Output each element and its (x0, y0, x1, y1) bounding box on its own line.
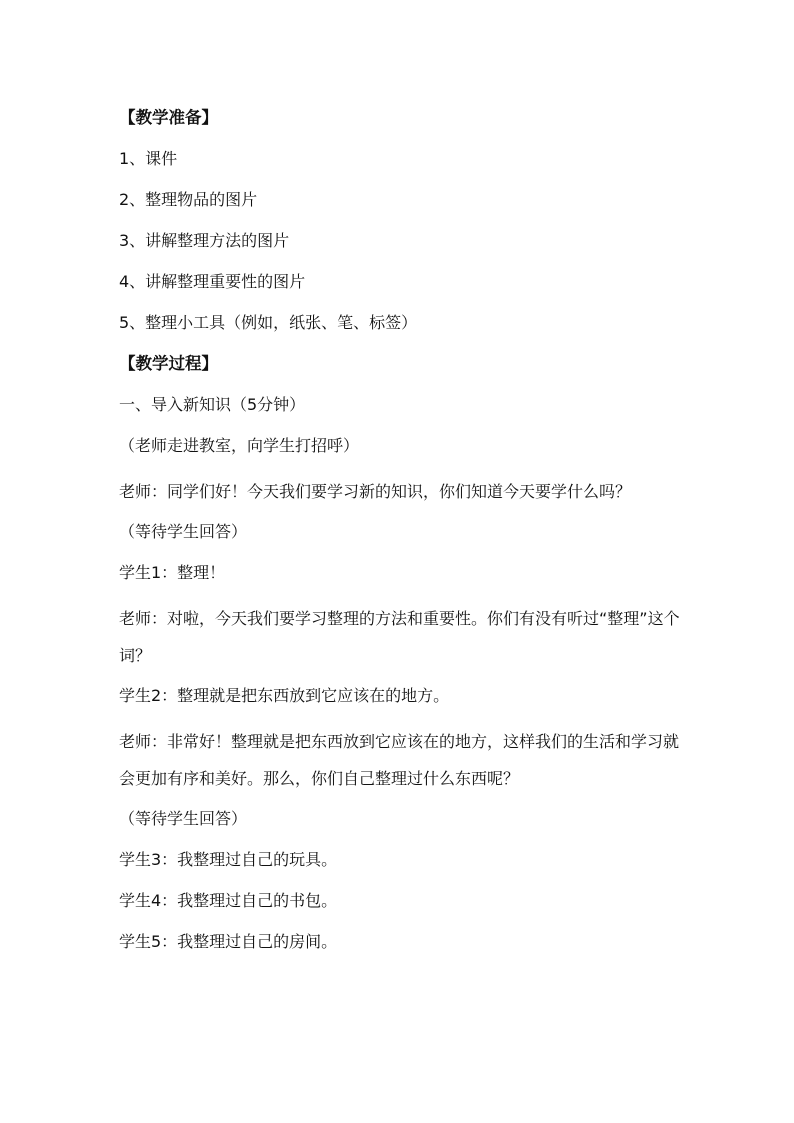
stage-direction-wait-2: （等待学生回答） (119, 809, 248, 828)
section1-title: 一、导入新知识（5分钟） (119, 395, 306, 414)
stage-direction-greeting: （老师走进教室，向学生打招呼） (119, 436, 360, 455)
teacher-line-3: 老师：非常好！整理就是把东西放到它应该在的地方，这样我们的生活和学习就会更加有序和美好。那么，你们自己整理过什么东西呢？ (119, 732, 680, 788)
prep-item-3: 3、讲解整理方法的图片 (119, 231, 290, 250)
process-heading: 【教学过程】 (119, 354, 218, 373)
prep-item-1: 1、课件 (119, 149, 178, 168)
student-line-2: 学生2：整理就是把东西放到它应该在的地方。 (119, 686, 450, 705)
student-line-4: 学生4：我整理过自己的书包。 (119, 891, 338, 910)
teacher-line-1: 老师：同学们好！今天我们要学习新的知识，你们知道今天要学什么吗？ (119, 482, 632, 501)
teacher-line-2: 老师：对啦，今天我们要学习整理的方法和重要性。你们有没有听过“整理”这个词？ (119, 609, 680, 665)
prep-item-4: 4、讲解整理重要性的图片 (119, 272, 306, 291)
student-line-3: 学生3：我整理过自己的玩具。 (119, 850, 338, 869)
prep-heading: 【教学准备】 (119, 108, 218, 127)
student-line-5: 学生5：我整理过自己的房间。 (119, 932, 338, 951)
document-body (119, 104, 685, 969)
student-line-1: 学生1：整理！ (119, 563, 226, 582)
prep-item-5: 5、整理小工具（例如，纸张、笔、标签） (119, 313, 418, 332)
prep-item-2: 2、整理物品的图片 (119, 190, 258, 209)
stage-direction-wait-1: （等待学生回答） (119, 522, 248, 541)
